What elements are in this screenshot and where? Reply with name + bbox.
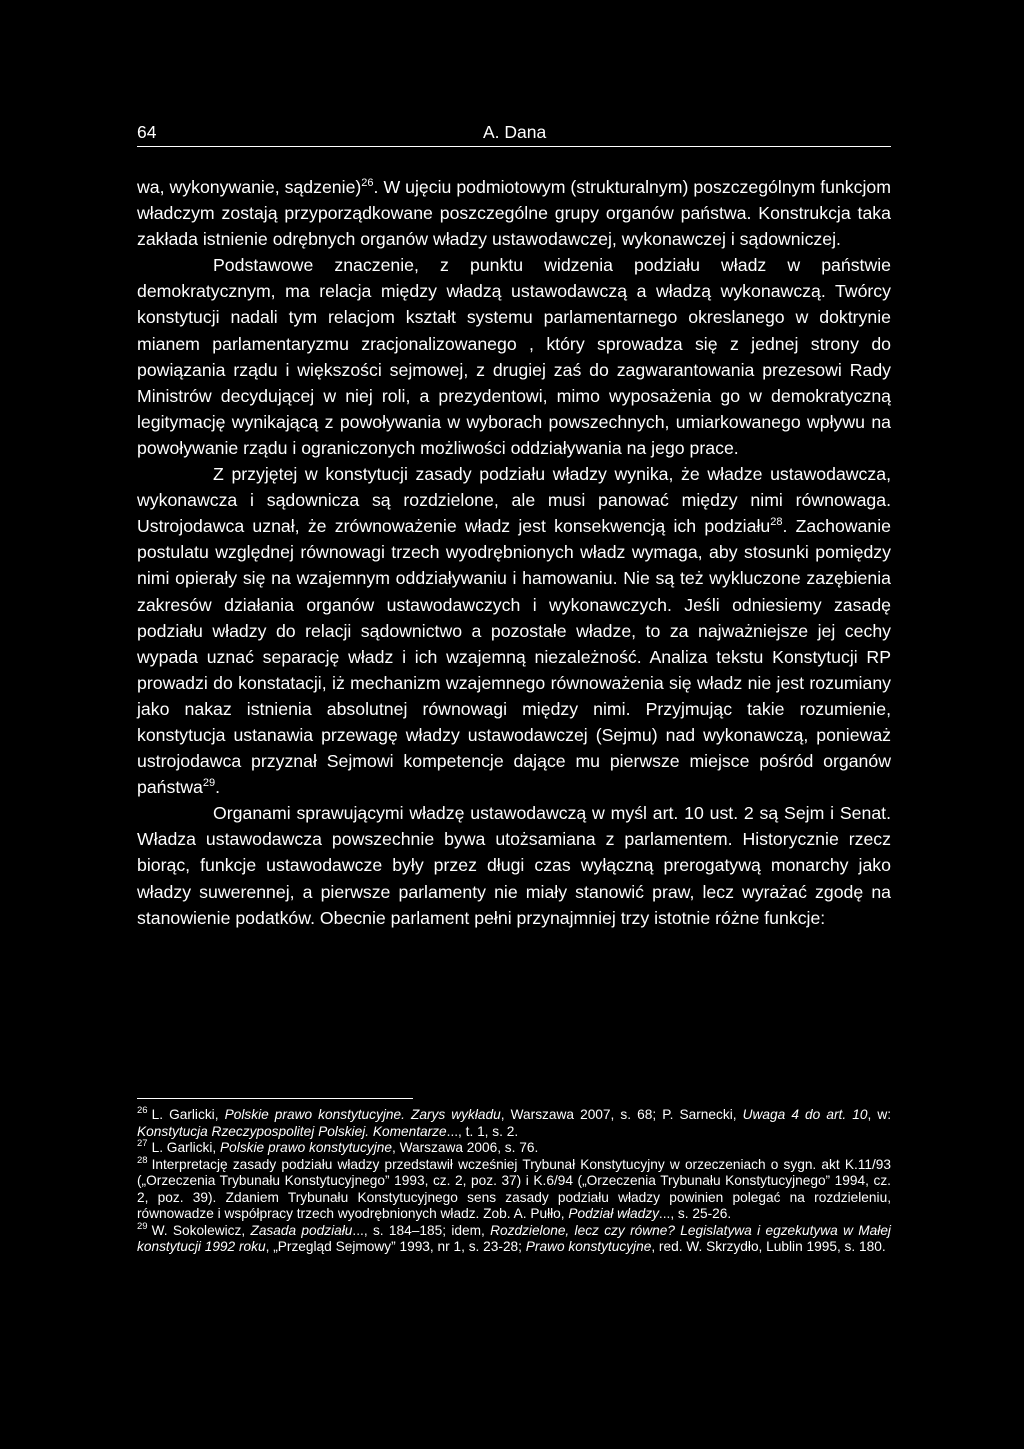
footnote-28: $^{28}$ Interpretację zasady podziału władzy przedstawił wcześniej Trybunał Konstytucyjny w orzeczeniach o sygn. akt K.11/93 („Orzeczenia Trybunału Konstytucyjnego” 1993, cz. 2, poz. 37) i K.6/94 („Orzeczenia Trybunału Konstytucyjnego” 1994, cz. 2, poz. 39). Zdaniem Trybunału Konstytucyjnego sens zasady podziału władzy powinien polegać na rozdzieleniu, równowadze i współpracy trzech wyodrębnionych władz. Zob. A. Pułło, Podział władzy..., s. 25-26. — [137, 1154, 891, 1221]
footnote-ref-26[interactable]: 26 — [361, 177, 374, 189]
footnote-27: $^{27}$ L. Garlicki, Polskie prawo konstytucyjne, Warszawa 2006, s. 76. — [137, 1138, 539, 1155]
footnote-29: $^{29}$ W. Sokolewicz, Zasada podziału..., s. 184–185; idem, Rozdzielone, lecz czy równe? Legislatywa i egzekutywa w Małej konstytucji 1992 roku, „Przegląd Sejmowy” 1993, nr 1, s. 23-28; Prawo konstytucyjne, red. W. Skrzydło, Lublin 1995, s. 180. — [137, 1220, 891, 1254]
footnotes — [137, 1107, 891, 1256]
footnote-separator — [137, 1098, 413, 1099]
running-header — [137, 120, 891, 147]
paragraph-4: Organami sprawującymi władzę ustawodawczą w myśl art. 10 ust. 2 są Sejm i Senat. Władza ustawodawcza powszechnie bywa utożsamiana z parlamentem. Historycznie rzecz biorąc, funkcje ustawodawcze były przez długi czas wyłączną prerogatywą monarchy jako władzy suwerennej, a pierwsze parlamenty nie miały stanowić praw, lecz wyrażać zgodę na stanowienie podatków. Obecnie parlament pełni przynajmniej trzy istotnie różne funkcje: — [137, 803, 891, 928]
footnote-ref-28[interactable]: 28 — [770, 516, 783, 529]
footnote-ref-29[interactable]: 29 — [202, 777, 216, 790]
paragraph-1: wa, wykonywanie, sądzenie)$^{26}$. W ujęciu podmiotowym (strukturalnym) poszczególnym funkcjom władczym zostają przyporządkowane poszczególne grupy organów państwa. Konstrukcja taka zakłada istnienie odrębnych organów władzy ustawodawczej, wykonawczej i sądowniczej. — [137, 177, 891, 250]
page-number: 64 — [137, 122, 157, 142]
paragraph-3: Z przyjętej w konstytucji zasady podziału władzy wynika, że władze ustawodawcza, wykonawcza i sądownicza są rozdzielone, ale musi panować między nimi równowaga. Ustrojodawca uznał, że zrównoważenie władz jest konsekwencją ich podziału$^{28}$. Zachowanie postulatu względnej równowagi trzech wyodrębnionych władz wymaga, aby stosunki pomiędzy nimi opierały się na wzajemnym oddziaływaniu i hamowaniu. Nie są też wykluczone zazębienia zakresów działania organów ustawodawczych i wykonawczych. Jeśli odniesiemy zasadę podziału władzy do relacji sądownictwo a pozostałe władze, to za najważniejsze jej cechy wypada uznać separację władz i ich wzajemną niezależność. Analiza tekstu Konstytucji RP prowadzi do konstatacji, iż mechanizm wzajemnego równoważenia się władz nie jest rozumiany jako nakaz istnienia absolutnej równowagi między nimi. Przyjmując takie rozumienie, konstytucja ustanawia przewagę władzy ustawodawczej (Sejmu) nad wykonawczą, ponieważ ustrojodawca przyznał Sejmowi kompetencje dające mu pierwsze miejsce pośród organów państwa$^{29}$. — [137, 464, 891, 798]
footnote-26: $^{26}$ L. Garlicki, Polskie prawo konstytucyjne. Zarys wykładu, Warszawa 2007, s. 68; P. Sarnecki, Uwaga 4 do art. 10, w: Konstytucja Rzeczypospolitej Polskiej. Komentarze..., t. 1, s. 2. — [137, 1105, 892, 1139]
running-title: A. Dana — [483, 122, 547, 142]
main-text — [137, 174, 891, 931]
paragraph-2: Podstawowe znaczenie, z punktu widzenia podziału władz w państwie demokratycznym, ma relacja między władzą ustawodawczą a władzą wykonawczą. Twórcy konstytucji nadali tym relacjom kształt systemu parlamentarnego okreslanego w doktrynie mianem parlamentaryzmu zracjonalizowanego , który sprowadza się z jednej strony do powiązania rządu i większości sejmowej, z drugiej zaś do zagwarantowania prezesowi Rady Ministrów decydującej w niej roli, a prezydentowi, mimo wyposażenia go w demokratyczną legitymację wynikającą z powoływania w wyborach powszechnych, umiarkowanego wpływu na powoływanie rządu i ograniczonych możliwości oddziaływania na jego prace. — [137, 255, 891, 458]
